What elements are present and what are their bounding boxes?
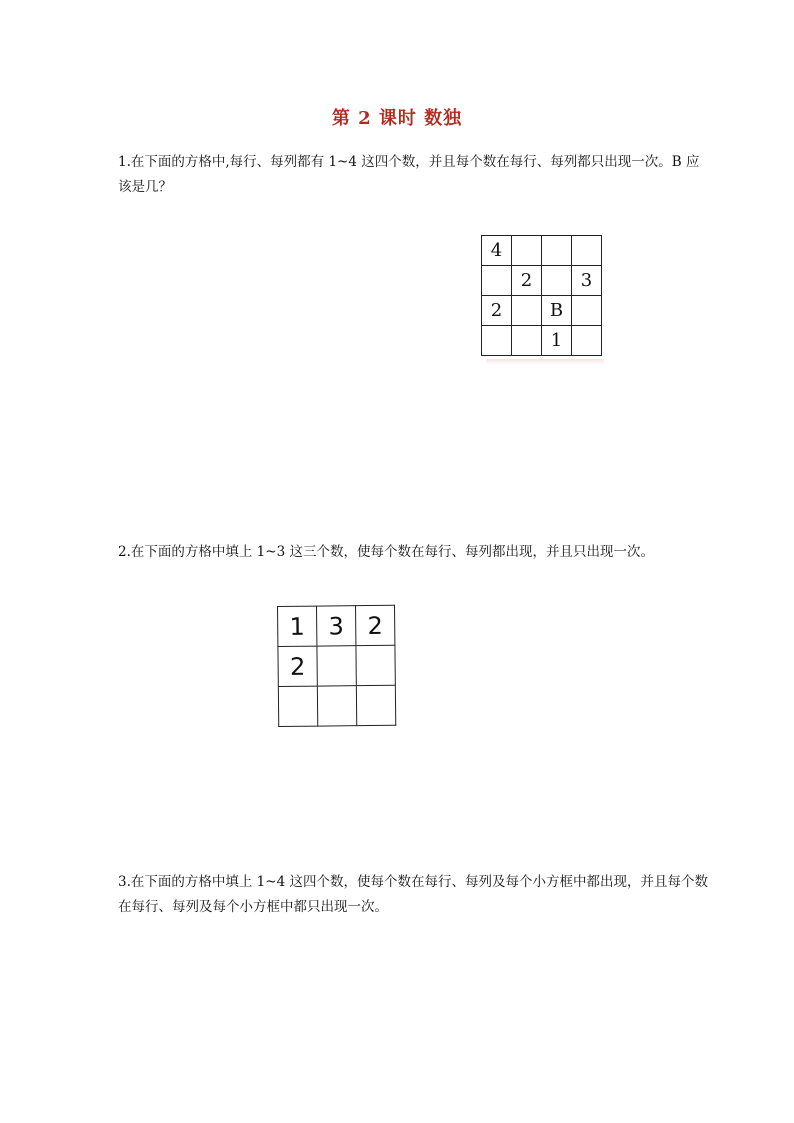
grid1-cell [512,236,542,266]
grid1-cell: 1 [542,326,572,356]
grid1-cell [572,296,602,326]
question-1-text: 1.在下面的方格中,每行、每列都有 1~4 这四个数，并且每个数在每行、每列都只出现一次。B 应该是几？ [118,154,700,195]
grid1-cell [542,266,572,296]
grid1-cell [482,266,512,296]
grid2-cell [317,686,356,726]
page-title: 第 2 课时 数独 [331,108,463,129]
grid1-cell [512,326,542,356]
grid2-cell [278,686,317,726]
grid2-cell [356,645,395,685]
grid1-cell [512,296,542,326]
grid1-cell [572,326,602,356]
grid1-cell-b: B [542,296,572,326]
grid1-cell: 2 [482,296,512,326]
grid2-cell: 2 [278,646,317,686]
grid2-cell: 3 [317,606,356,646]
scan-shadow [486,359,604,365]
grid1-cell [572,236,602,266]
grid2-cell: 2 [356,605,395,645]
question-2-text: 2.在下面的方格中填上 1~3 这三个数，使每个数在每行、每列都出现，并且只出现一次。 [118,544,654,560]
grid1-cell [482,326,512,356]
grid1-cell: 3 [572,266,602,296]
grid2-cell: 1 [278,606,317,646]
grid2-cell [356,685,395,725]
sudoku-grid-3x3 [277,605,396,727]
grid1-cell: 2 [512,266,542,296]
grid2-cell [317,646,356,686]
question-3-text: 3.在下面的方格中填上 1~4 这四个数，使每个数在每行、每列及每个小方框中都出现，并且每个数在每行、每列及每个小方框中都只出现一次。 [118,874,708,915]
grid1-cell [542,236,572,266]
grid1-cell: 4 [482,236,512,266]
sudoku-grid-4x4 [481,235,602,356]
